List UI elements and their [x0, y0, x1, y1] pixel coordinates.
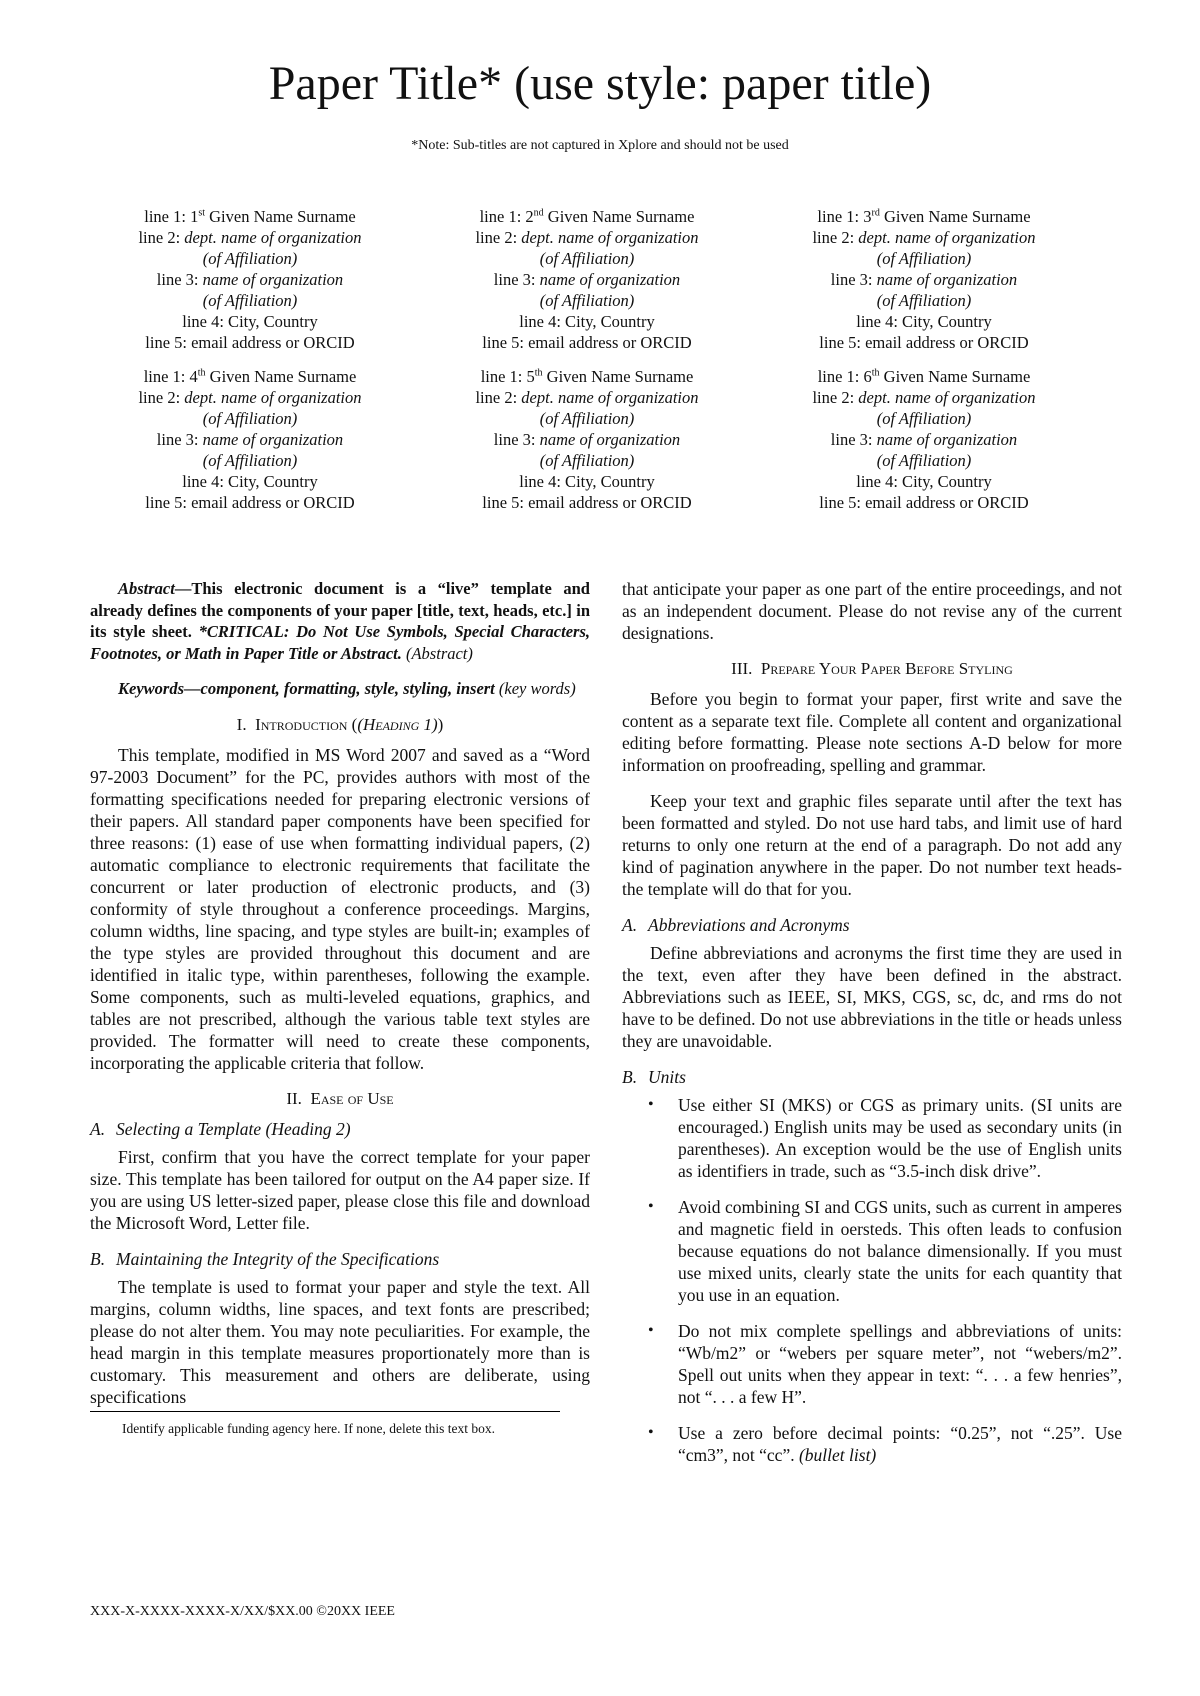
footnote — [90, 1420, 560, 1438]
author-line-4: line 4: City, Country — [182, 472, 318, 491]
left-column — [90, 578, 590, 1422]
heading-selecting-template — [90, 1118, 590, 1140]
bullet-text: Avoid combining SI and CGS units, such as current in amperes and magnetic field in oersteds. This often leads to confusion because equations do not balance dimensionally. If you must use mixed units, clearly state the units for each quantity that you use in an equation. — [678, 1197, 1122, 1305]
bullet-icon: • — [648, 1322, 654, 1339]
bullet-text: Use either SI (MKS) or CGS as primary units. (SI units are encouraged.) English units may be used as secondary units (in parentheses). An exception would be the use of English units as identifiers in trade, such as “3.5-inch disk drive”. — [678, 1095, 1122, 1181]
abstract-text: This electronic document is a “live” template and already defines the components of your paper [title, text, heads, etc.] in its style sheet. — [90, 579, 590, 641]
author-affiliation: (of Affiliation) — [539, 451, 635, 470]
author-line-5: line 5: email address or ORCID — [145, 493, 355, 512]
list-item — [622, 1196, 1122, 1306]
author-affiliation: (of Affiliation) — [539, 249, 635, 268]
ordinal-suffix: th — [534, 367, 543, 379]
bullet-icon: • — [648, 1198, 654, 1215]
author-line-3: line 3: name of organization — [830, 430, 1018, 449]
subheading-number: B. — [622, 1067, 638, 1087]
bullet-icon: • — [648, 1424, 654, 1441]
author-affiliation: (of Affiliation) — [539, 291, 635, 310]
author-line-4: line 4: City, Country — [519, 312, 655, 331]
author-block — [100, 366, 400, 513]
author-line-1: line 1: 5th Given Name Surname — [480, 367, 694, 386]
footnote-text: Identify applicable funding agency here. If none, delete this text box. — [122, 1421, 495, 1436]
prepare-paragraph-2: Keep your text and graphic files separate until after the text has been formatted and styled. Do not use hard tabs, and limit use of hard returns to only one return at the end of a paragraph. Do not add any kind of pagination anywhere in the paper. Do not number text heads-the template will do that for you. — [622, 791, 1122, 899]
author-line-5: line 5: email address or ORCID — [145, 333, 355, 352]
author-line-3: line 3: name of organization — [493, 270, 681, 289]
author-line-1: line 1: 4th Given Name Surname — [143, 367, 357, 386]
author-line-5: line 5: email address or ORCID — [482, 333, 692, 352]
author-line-4: line 4: City, Country — [856, 472, 992, 491]
subheading-number: A. — [90, 1118, 106, 1139]
abstract-label: Abstract — [118, 579, 175, 598]
ordinal-suffix: nd — [533, 207, 544, 219]
ordinal-suffix: st — [198, 207, 205, 219]
heading-text: Introduction — [255, 714, 348, 734]
subheading-text: Abbreviations and Acronyms — [648, 915, 850, 935]
list-item — [622, 1422, 1122, 1466]
subheading-number: B. — [90, 1248, 106, 1269]
author-line-4: line 4: City, Country — [182, 312, 318, 331]
heading-introduction: I. Introduction ((Heading 1)) — [236, 714, 444, 734]
list-item — [622, 1320, 1122, 1408]
ordinal-suffix: th — [197, 367, 206, 379]
author-affiliation: (of Affiliation) — [539, 409, 635, 428]
bullet-text: Use a zero before decimal points: “0.25”, not “.25”. Use “cm3”, not “cc”. — [678, 1423, 1122, 1465]
prepare-paragraph-1: Before you begin to format your paper, first write and save the content as a separate text file. Complete all content and organizational editing before formatting. Please note sections A-D below for more information on proofreading, spelling and grammar. — [622, 689, 1122, 775]
author-line-3: line 3: name of organization — [830, 270, 1018, 289]
author-line-5: line 5: email address or ORCID — [819, 493, 1029, 512]
author-line-5: line 5: email address or ORCID — [482, 493, 692, 512]
author-line-2: line 2: dept. name of organization — [475, 228, 699, 247]
units-bullet-list — [622, 1094, 1122, 1466]
integrity-paragraph: The template is used to format your paper and style the text. All margins, column widths, line spaces, and text fonts are prescribed; please do not alter them. You may note peculiarities. For example, the head margin in this template measures proportionately more than is customary. This measurement and others are deliberate, using specifications — [90, 1276, 590, 1407]
heading-prepare — [622, 658, 1122, 680]
subheading-number: A. — [622, 915, 638, 935]
author-block — [774, 366, 1074, 513]
heading-number: III. — [731, 659, 753, 678]
author-line-1: line 1: 6th Given Name Surname — [817, 367, 1031, 386]
heading-text: Ease of Use — [310, 1088, 394, 1108]
heading-units — [622, 1066, 1122, 1088]
author-line-5: line 5: email address or ORCID — [819, 333, 1029, 352]
author-line-2: line 2: dept. name of organization — [138, 388, 362, 407]
author-block — [437, 366, 737, 513]
copyright-line: XXX-X-XXXX-XXXX-X/XX/$XX.00 ©20XX IEEE — [90, 1604, 395, 1619]
heading-text: Prepare Your Paper Before Styling — [760, 659, 1013, 678]
author-line-2: line 2: dept. name of organization — [812, 228, 1036, 247]
author-affiliation: (of Affiliation) — [876, 249, 972, 268]
author-line-4: line 4: City, Country — [519, 472, 655, 491]
abstract — [90, 578, 590, 664]
selecting-template-paragraph: First, confirm that you have the correct template for your paper size. This template has been tailored for output on the A4 paper size. If you are using US letter-sized paper, please close this file and download the Microsoft Word, Letter file. — [90, 1146, 590, 1233]
heading-abbreviations — [622, 914, 1122, 936]
keywords — [90, 678, 590, 700]
intro-paragraph: This template, modified in MS Word 2007 and saved as a “Word 97-2003 Document” for the PC, provides authors with most of the formatting specifications needed for preparing electronic versions of their papers. All standard paper components have been specified for three reasons: (1) ease of use when formatting individual papers, (2) automatic compliance to electronic requirements that facilitate the concurrent or later production of electronic products, and (3) conformity of style throughout a conference proceedings. Margins, column widths, line spacing, and type styles are built-in; examples of the type styles are provided throughout this document and are identified in italic type, within parentheses, following the example. Some components, such as multi-leveled equations, graphics, and tables are not prescribed, although the various table text styles are provided. The formatter will need to create these components, incorporating the applicable criteria that follow. — [90, 744, 590, 1073]
author-line-3: line 3: name of organization — [156, 270, 344, 289]
continued-paragraph: that anticipate your paper as one part of the entire proceedings, and not as an independent document. Please do not revise any of the current designations. — [622, 579, 1122, 643]
author-affiliation: (of Affiliation) — [876, 409, 972, 428]
author-affiliation: (of Affiliation) — [202, 249, 298, 268]
author-line-1: line 1: 3rd Given Name Surname — [817, 207, 1031, 226]
author-block — [100, 206, 400, 353]
ordinal-suffix: th — [871, 367, 880, 379]
keywords-label: Keywords—component, formatting, style, styling, insert — [118, 679, 495, 698]
author-affiliation: (of Affiliation) — [876, 451, 972, 470]
author-line-2: line 2: dept. name of organization — [138, 228, 362, 247]
list-item — [622, 1094, 1122, 1182]
author-affiliation: (of Affiliation) — [202, 409, 298, 428]
paper-title: Paper Title* (use style: paper title) — [268, 57, 932, 110]
author-block — [774, 206, 1074, 353]
author-line-3: line 3: name of organization — [493, 430, 681, 449]
abbreviations-paragraph: Define abbreviations and acronyms the first time they are used in the text, even after they have been defined in the abstract. Abbreviations such as IEEE, SI, MKS, CGS, sc, dc, and rms do not have to be defined. Do not use abbreviations in the title or heads unless they are unavoidable. — [622, 943, 1122, 1051]
author-line-4: line 4: City, Country — [856, 312, 992, 331]
abstract-tag: (Abstract) — [401, 643, 473, 663]
abstract-dash: — — [174, 579, 192, 598]
author-block — [437, 206, 737, 353]
author-line-1: line 1: 2nd Given Name Surname — [479, 207, 695, 226]
author-affiliation: (of Affiliation) — [202, 451, 298, 470]
heading-tag: (Heading 1) — [357, 714, 438, 734]
bullet-tag: (bullet list) — [798, 1445, 877, 1465]
ordinal-suffix: rd — [871, 207, 880, 219]
abstract-critical: *CRITICAL: Do Not Use Symbols, Special Characters, Footnotes, or Math in Paper Title or Abstract. — [90, 622, 590, 663]
subheading-text: Units — [648, 1067, 686, 1087]
heading-number: I. — [236, 714, 247, 734]
heading-ease-of-use — [90, 1088, 590, 1110]
author-line-2: line 2: dept. name of organization — [812, 388, 1036, 407]
subheading-text: Selecting a Template (Heading 2) — [116, 1118, 351, 1139]
subtitle-note: *Note: Sub-titles are not captured in Xplore and should not be used — [411, 138, 789, 153]
heading-integrity — [90, 1248, 590, 1270]
right-column — [622, 578, 1122, 1480]
author-affiliation: (of Affiliation) — [202, 291, 298, 310]
author-line-3: line 3: name of organization — [156, 430, 344, 449]
heading-number: II. — [286, 1088, 302, 1108]
author-affiliation: (of Affiliation) — [876, 291, 972, 310]
author-line-1: line 1: 1st Given Name Surname — [144, 207, 356, 226]
keywords-tag: (key words) — [494, 679, 576, 698]
bullet-icon: • — [648, 1096, 654, 1113]
author-line-2: line 2: dept. name of organization — [475, 388, 699, 407]
bullet-text: Do not mix complete spellings and abbreviations of units: “Wb/m2” or “webers per square meter”, not “webers/m2”. Spell out units when they appear in text: “. . . a few henries”, not “. . . a few H”. — [678, 1321, 1122, 1407]
footnote-divider — [90, 1411, 560, 1412]
subheading-text: Maintaining the Integrity of the Specifications — [116, 1248, 440, 1269]
